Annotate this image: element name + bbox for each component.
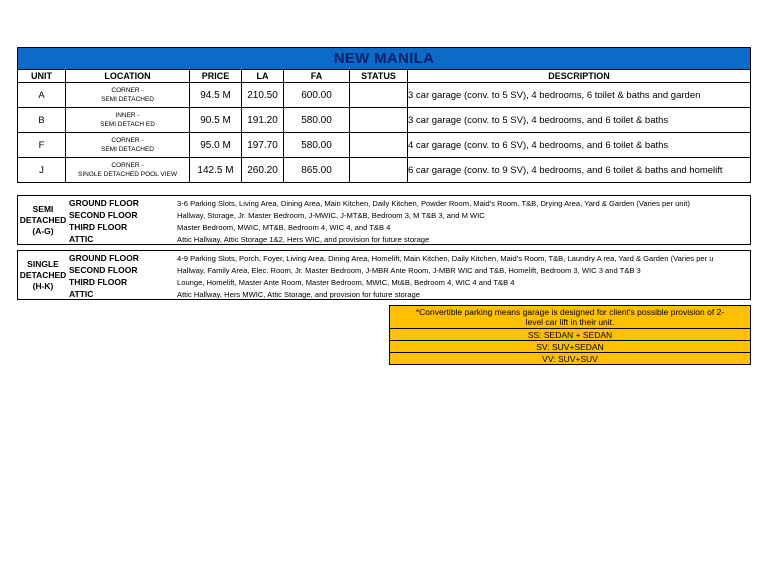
unit-cell: F [18,133,66,158]
status-cell [350,158,408,183]
page-title: NEW MANILA [18,48,751,70]
location-cell [66,158,190,183]
floor-row [69,276,515,288]
column-header-location: LOCATION [66,70,190,83]
column-header-fa: FA [284,70,350,83]
floor-row [69,221,390,233]
price-cell: 95.0 M [190,133,242,158]
legend-ss: SS: SEDAN + SEDAN [390,329,751,341]
location-cell [66,108,190,133]
floor-name: SECOND FLOOR [69,210,138,220]
la-cell: 210.50 [242,83,284,108]
floor-name: THIRD FLOOR [69,277,128,287]
type-label-line: SINGLE [27,258,59,269]
description-cell: 4 car garage (conv. to 6 SV), 4 bedrooms, and 6 toilet & baths [408,133,751,158]
note-line: level car lift in their unit. [525,317,615,327]
table-header-row [18,70,751,83]
fa-cell: 580.00 [284,108,350,133]
floor-row [69,288,420,300]
note-line: *Convertible parking means garage is designed for client's possible provision of 2- [415,307,725,317]
description-cell: 3 car garage (conv. to 5 SV), 4 bedrooms, 6 toilet & baths and garden [408,83,751,108]
price-table [17,47,751,183]
price-cell: 94.5 M [190,83,242,108]
floor-row [69,209,485,221]
table-row [18,108,751,133]
status-cell [350,133,408,158]
convertible-parking-note [390,306,751,329]
floor-description: 4-9 Parking Slots, Porch, Foyer, Living Area, Dining Area, Homelift, Main Kitchen, Daily Kitchen, Maid's Room, T&B, Laundry A rea, Yard & Garden (Varies per u [177,253,714,263]
floor-row [69,197,690,209]
price-cell: 90.5 M [190,108,242,133]
legend-vv: VV: SUV+SUV [390,353,751,365]
floor-description: 3-6 Parking Slots, Living Area, Dining Area, Main Kitchen, Daily Kitchen, Powder Room, Maid's Room, T&B, Drying Area, Yard & Garden (Varies per unit) [177,198,690,208]
location-line: CORNER - [111,87,144,94]
legend-sv: SV: SUV+SEDAN [390,341,751,353]
location-line: INNER - [115,112,140,119]
la-cell: 197.70 [242,133,284,158]
table-row [18,83,751,108]
column-header-unit: UNIT [18,70,66,83]
la-cell: 191.20 [242,108,284,133]
column-header-price: PRICE [190,70,242,83]
location-line: CORNER - [111,137,144,144]
floor-name: ATTIC [69,289,94,299]
fa-cell: 600.00 [284,83,350,108]
floor-name: ATTIC [69,234,94,244]
location-line: SINGLE DETACHED POOL VIEW [78,171,177,178]
floor-description: Attic Hallway, Hers MWIC, Attic Storage, and provision for future storage [177,289,420,299]
single-detached-floors-block [17,250,751,300]
status-cell [350,108,408,133]
floor-name: SECOND FLOOR [69,265,138,275]
floor-name: THIRD FLOOR [69,222,128,232]
fa-cell: 580.00 [284,133,350,158]
semi-detached-floors-block [17,195,751,245]
la-cell: 260.20 [242,158,284,183]
fa-cell: 865.00 [284,158,350,183]
floor-row [69,264,641,276]
type-label-line: (H-K) [32,280,54,291]
floor-name: GROUND FLOOR [69,253,139,263]
location-line: SEMI DETACHED [101,96,154,103]
floor-row [69,252,714,264]
unit-cell: J [18,158,66,183]
semi-detached-label [18,196,68,244]
parking-notes-box [389,305,751,365]
column-header-status: STATUS [350,70,408,83]
floor-row [69,233,429,245]
location-cell [66,83,190,108]
single-detached-label [18,251,68,299]
location-line: SEMI DETACHED [101,146,154,153]
floor-description: Hallway, Family Area, Elec. Room, Jr. Master Bedroom, J-MBR Ante Room, J-MBR WIC and T&B, Homelift, Bedroom 3, WIC 3 and T&B 3 [177,265,641,275]
status-cell [350,83,408,108]
floor-description: Hallway, Storage, Jr. Master Bedroom, J-MWIC, J-MT&B, Bedroom 3, M T&B 3, and M WIC [177,210,485,220]
description-cell: 6 car garage (conv. to 9 SV), 4 bedrooms, and 6 toilet & baths and homelift [408,158,751,183]
table-row [18,133,751,158]
price-cell: 142.5 M [190,158,242,183]
unit-cell: B [18,108,66,133]
location-line: CORNER - [111,162,144,169]
type-label-line: DETACHED [19,214,67,225]
type-label-line: (A-G) [32,225,54,236]
floor-name: GROUND FLOOR [69,198,139,208]
table-row [18,158,751,183]
location-line: SEMI DETACH ED [100,121,155,128]
floor-description: Attic Hallway, Attic Storage 1&2, Hers WIC, and provision for future storage [177,234,430,244]
type-label-line: SEMI [32,203,54,214]
column-header-description: DESCRIPTION [408,70,751,83]
column-header-la: LA [242,70,284,83]
description-cell: 3 car garage (conv. to 5 SV), 4 bedrooms, and 6 toilet & baths [408,108,751,133]
floor-description: Master Bedroom, MWIC, MT&B, Bedroom 4, WIC 4, and T&B 4 [177,222,391,232]
location-cell [66,133,190,158]
type-label-line: DETACHED [19,269,67,280]
unit-cell: A [18,83,66,108]
floor-description: Lounge, Homelift, Master Ante Room, Master Bedroom, MWIC, Mt&B, Bedroom 4, WIC 4 and T&B 4 [177,277,515,287]
